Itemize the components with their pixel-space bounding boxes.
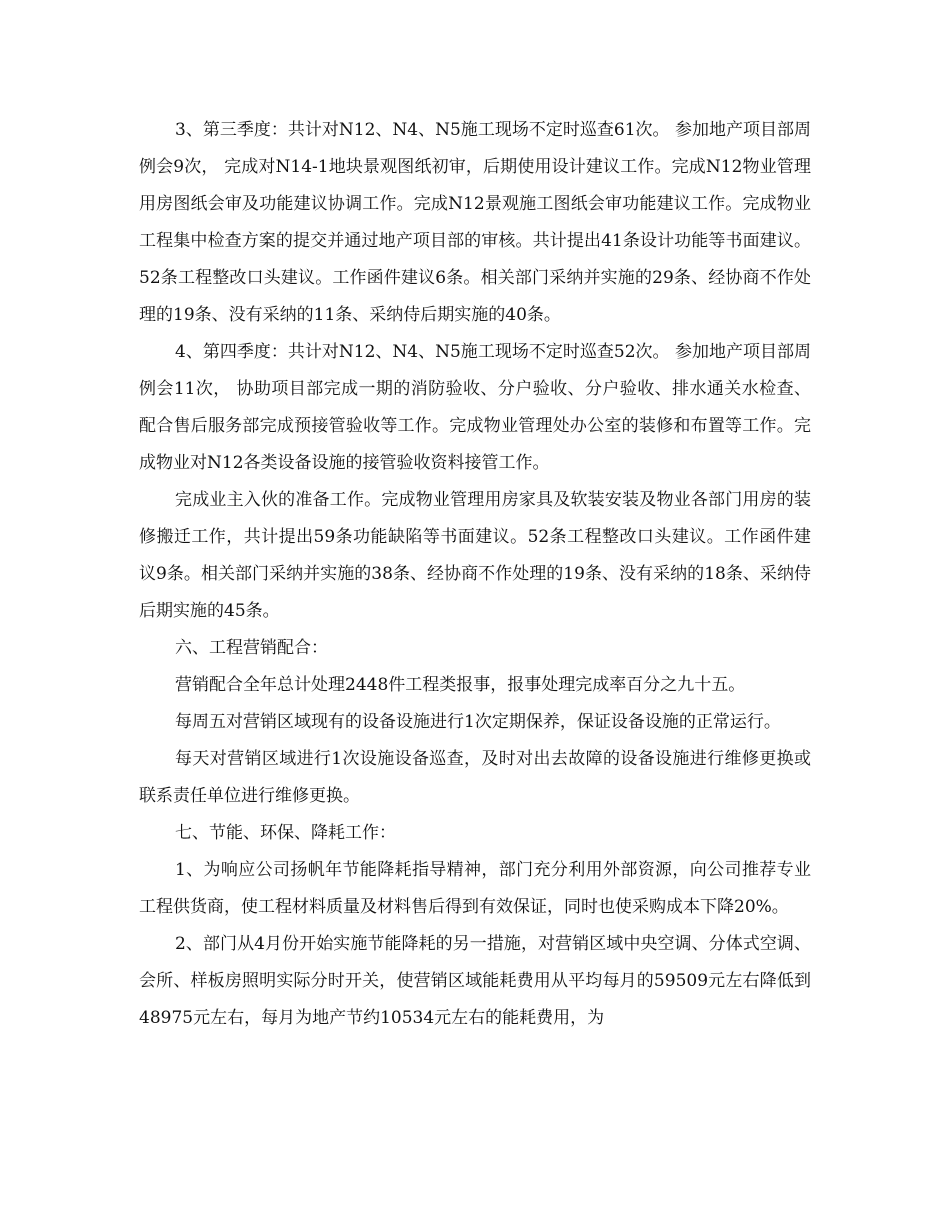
paragraph-supplier-cost-reduction: 1、为响应公司扬帆年节能降耗指导精神，部门充分利用外部资源，向公司推荐专业工程供货商，使工程材料质量及材料售后得到有效保证，同时也使采购成本下降20%。 <box>139 860 811 917</box>
paragraph-move-in-preparation: 完成业主入伙的准备工作。完成物业管理用房家具及软装安装及物业各部门用房的装修搬迁工作，共计提出59条功能缺陷等书面建议。52条工程整改口头建议。工作函件建议9条。相关部门采纳并实施的38条、经协商不作处理的19条、没有采纳的18条、采纳侍后期实施的45条。 <box>139 490 811 621</box>
paragraph-weekly-maintenance: 每周五对营销区域现有的设备设施进行1次定期保养，保证设备设施的正常运行。 <box>175 712 781 732</box>
document-body <box>139 112 811 1037</box>
paragraph-q4-summary: 4、第四季度：共计对N12、N4、N5施工现场不定时巡查52次。 参加地产项目部周例会11次， 协助项目部完成一期的消防验收、分户验收、分户验收、排水通关水检查、配合售后服务部完成预接管验收等工作。完成物业管理处办公室的装修和布置等工作。完成物业对N12各类设备设施的接管验收资料接管工作。 <box>139 342 811 473</box>
paragraph-daily-inspection: 每天对营销区域进行1次设施设备巡查，及时对出去故障的设备设施进行维修更换或联系责任单位进行维修更换。 <box>139 749 811 806</box>
section-heading-marketing: 六、工程营销配合： <box>175 638 328 658</box>
section-heading-energy-saving: 七、节能、环保、降耗工作： <box>175 823 396 843</box>
paragraph-marketing-requests: 营销配合全年总计处理2448件工程类报事，报事处理完成率百分之九十五。 <box>175 675 746 695</box>
paragraph-q3-summary: 3、第三季度：共计对N12、N4、N5施工现场不定时巡查61次。 参加地产项目部周例会9次， 完成对N14-1地块景观图纸初审，后期使用设计建议工作。完成N12物业管理用房图纸会审及功能建议协调工作。完成N12景观施工图纸会审功能建议工作。完成物业工程集中检查方案的提交并通过地产项目部的审核。共计提出41条设计功能等书面建议。52条工程整改口头建议。工作函件建议6条。相关部门采纳并实施的29条、经协商不作处理的19条、没有采纳的11条、采纳侍后期实施的40条。 <box>139 120 811 325</box>
paragraph-energy-measures: 2、部门从4月份开始实施节能降耗的另一措施，对营销区域中央空调、分体式空调、会所、样板房照明实际分时开关，使营销区域能耗费用从平均每月的59509元左右降低到48975元左右，每月为地产节约10534元左右的能耗费用，为 <box>139 934 811 1028</box>
